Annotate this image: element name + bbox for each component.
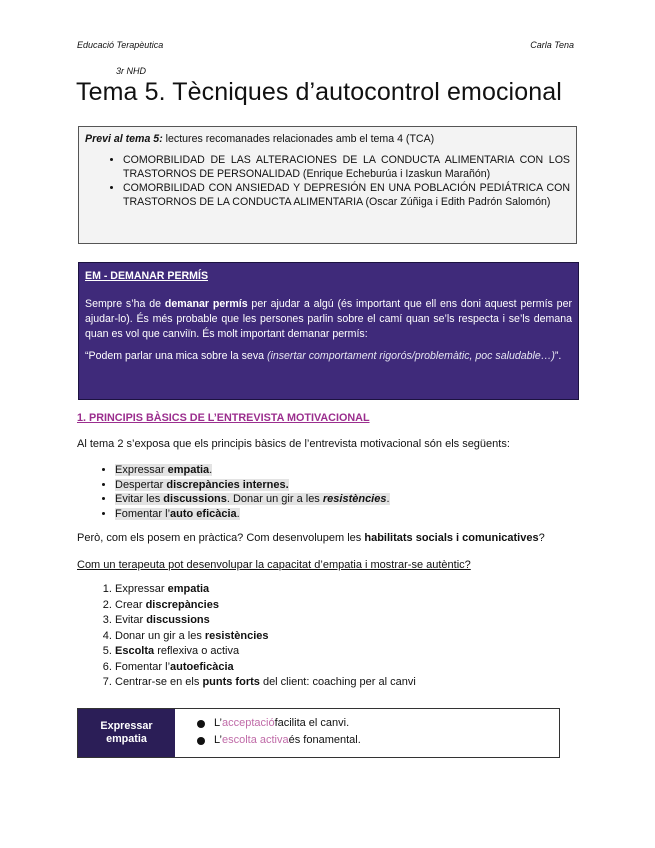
text-run: Despertar (115, 478, 167, 491)
text-run: Expressar (115, 583, 168, 595)
section-heading: 1. PRINCIPIS BÀSICS DE L’ENTREVISTA MOTIVACIONAL (77, 412, 370, 424)
intro-paragraph: Al tema 2 s’exposa que els principis bàsics de l’entrevista motivacional són els següents: (77, 438, 510, 450)
text-run-bold: Escolta (115, 645, 155, 657)
bullet-dot-icon (197, 737, 205, 745)
accent-term: acceptació (221, 717, 275, 729)
text-run: Fomentar l’ (115, 507, 171, 520)
header-author: Carla Tena (530, 40, 574, 50)
text-run-bold: habilitats socials i comunicatives (364, 532, 539, 544)
list-item (115, 675, 416, 691)
empathy-table-content (175, 709, 559, 757)
previous-reading-lead (85, 132, 570, 146)
text-run: L’ (214, 734, 222, 746)
list-item (115, 463, 390, 478)
text-run: . (236, 507, 240, 520)
course-label: 3r NHD (116, 66, 147, 76)
list-item (115, 492, 390, 507)
text-run-bold: discussions (146, 614, 210, 626)
bullet-dot-icon (197, 720, 205, 728)
table-row (197, 715, 559, 732)
text-run-bold: discrepàncies internes. (166, 478, 289, 491)
text-run: Evitar les (115, 493, 164, 505)
accent-term: escolta activa (221, 734, 289, 746)
text-run: del client: coaching per al canvi (259, 676, 416, 688)
text-run-bold: discrepàncies (145, 598, 219, 611)
list-item (115, 629, 416, 645)
header-subject: Educació Terapèutica (77, 40, 164, 50)
text-run-bold-italic: resistències (322, 493, 387, 505)
text-run: Donar un gir a les (115, 629, 205, 642)
text-run: Evitar (115, 614, 147, 626)
text-run: . Donar un gir a les (226, 493, 323, 505)
text-run: Sempre s’ha de (85, 298, 165, 310)
list-item (115, 507, 390, 522)
text-run: Però, com els posem en pràctica? Com desenvolupem les (77, 532, 365, 544)
list-item (115, 478, 390, 493)
list-item (115, 660, 416, 676)
reading-list (85, 153, 570, 209)
text-run-bold: discussions (163, 493, 227, 505)
text-run: és fonamental. (288, 734, 361, 746)
text-run-bold: demanar permís (164, 298, 248, 310)
ask-permission-box (78, 262, 579, 400)
table-header-line: Expressar (100, 720, 153, 732)
text-run-bold: empatia (167, 583, 210, 595)
table-header-line: empatia (106, 733, 147, 745)
underlined-question: Com un terapeuta pot desenvolupar la capacitat d’empatia i mostrar-se autèntic? (77, 559, 471, 571)
text-run: ”. (554, 350, 562, 362)
text-run: L’ (214, 717, 222, 729)
empathy-table-header (78, 709, 175, 757)
previous-reading-text: lectures recomanades relacionades amb el tema 4 (TCA) (162, 133, 435, 145)
text-run-bold: autoeficàcia (170, 660, 234, 673)
question-paragraph (77, 532, 545, 544)
text-run: . (386, 493, 390, 505)
text-run: ? (538, 532, 545, 544)
list-item (115, 598, 416, 614)
text-run-italic: (insertar comportament rigorós/problemàtic, poc saludable…) (266, 350, 555, 362)
text-run: “Podem parlar una mica sobre la seva (85, 350, 267, 362)
list-item (115, 582, 416, 598)
text-run: reflexiva o activa (154, 645, 240, 657)
list-item (115, 613, 416, 629)
text-run: Crear (115, 598, 146, 611)
page-title: Tema 5. Tècniques d’autocontrol emocional (76, 78, 562, 106)
list-item (115, 644, 416, 660)
previous-reading-label: Previ al tema 5: (85, 133, 163, 145)
text-run: facilita el canvi. (274, 717, 350, 729)
empathy-table (77, 708, 560, 758)
text-run-bold: auto eficàcia (170, 507, 237, 520)
table-row (197, 732, 559, 749)
previous-reading-box (78, 126, 577, 244)
principles-list (77, 463, 390, 521)
ask-permission-paragraph (85, 297, 572, 342)
text-run: Expressar (115, 464, 168, 476)
text-run-bold: punts forts (202, 676, 260, 688)
text-run: Fomentar l’ (115, 660, 171, 673)
numbered-list (77, 582, 416, 691)
text-run-bold: empatia (167, 464, 210, 476)
text-run-bold: resistències (204, 629, 269, 642)
reading-item: • COMORBILIDAD CON ANSIEDAD Y DEPRESIÓN EN UNA POBLACIÓN PEDIÁTRICA CON TRASTORNOS DE LA CONDUCTA ALIMENTARIA (Oscar Zúñiga i Edith Padrón Salomón) (123, 181, 570, 209)
ask-permission-title: EM - DEMANAR PERMÍS (85, 270, 209, 282)
text-run: Centrar-se en els (115, 676, 203, 688)
ask-permission-example (85, 349, 572, 364)
reading-item: • COMORBILIDAD DE LAS ALTERACIONES DE LA CONDUCTA ALIMENTARIA CON LOS TRASTORNOS DE PERSONALIDAD (Enrique Echeburúa i Izaskun Marañón) (123, 153, 570, 181)
text-run: . (209, 464, 213, 476)
text-run: per ajudar a algú (és important que ell ens doni aquest permís per ajudar-lo). És més probable que les persones parlin sobre el camí quan se’ls respecta i se’ls demana quan es vol que canviïn. És molt important demanar permís: (85, 298, 572, 340)
